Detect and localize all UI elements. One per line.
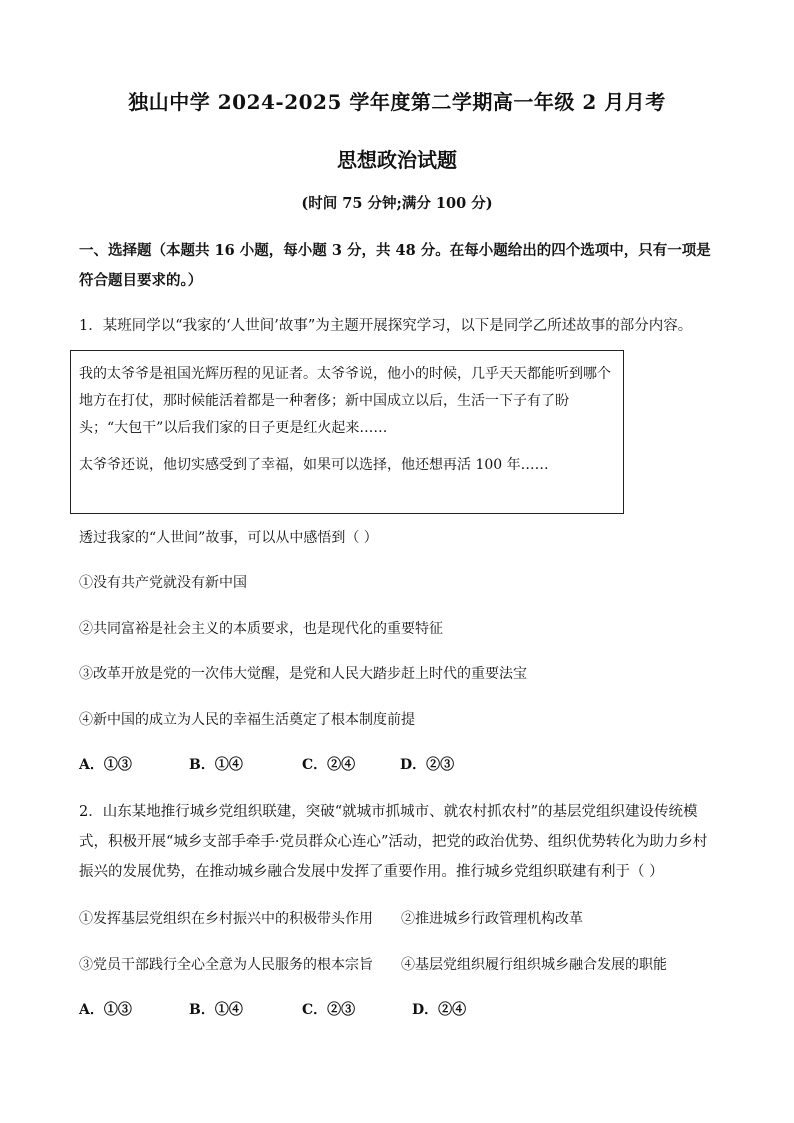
q2-item-1: ①发挥基层党组织在乡村振兴中的积极带头作用 (79, 911, 373, 927)
q1-question: 透过我家的“人世间”故事，可以从中感悟到（ ） (79, 530, 378, 546)
q2-stem: 2．山东某地推行城乡党组织联建，突破“就城市抓城市、就农村抓农村”的基层党组织建设传统模式，积极开展“城乡支部手牵手·党员群众心连心”活动，把党的政治优势、组织优势转化为助力乡村振兴的发展优势，在推动城乡融合发展中发挥了重要作用。推行城乡党组织联建有利于（ ） (79, 804, 708, 880)
q2-option-b: B．①④ (189, 1002, 243, 1018)
section-heading: 一、选择题（本题共 16 小题，每小题 3 分，共 48 分。在每小题给出的四个选项中，只有一项是符合题目要求的。） (79, 242, 711, 289)
q1-item-4: ④新中国的成立为人民的幸福生活奠定了根本制度前提 (79, 712, 415, 728)
q1-options (79, 754, 454, 774)
q1-stem: 1．某班同学以“我家的‘人世间’故事”为主题开展探究学习，以下是同学乙所述故事的部分内容。 (79, 318, 693, 334)
q1-material-paragraph-1: 我的太爷爷是祖国光辉历程的见证者。太爷爷说，他小的时候，几乎天天都能听到哪个地方在打仗，那时候能活着都是一种奢侈；新中国成立以后，生活一下子有了盼头；“大包干”以后我们家的日子更是红火起来…… (79, 366, 611, 436)
time-score-note: (时间 75 分钟;满分 100 分) (301, 195, 493, 212)
q2-option-d: D．②④ (412, 1002, 467, 1018)
q2-item-4: ④基层党组织履行组织城乡融合发展的职能 (401, 957, 667, 973)
q2-options (79, 999, 466, 1019)
q2-items-row-1 (79, 908, 583, 928)
q1-option-a: A．①③ (79, 757, 132, 773)
q1-item-1: ①没有共产党就没有新中国 (79, 575, 247, 591)
q1-option-c: C．②④ (302, 757, 356, 773)
q2-item-2: ②推进城乡行政管理机构改革 (401, 911, 583, 927)
q1-material-paragraph-2: 太爷爷还说，他切实感受到了幸福，如果可以选择，他还想再活 100 年…… (79, 457, 549, 473)
q1-option-b: B．①④ (189, 757, 243, 773)
q1-material-box (70, 350, 624, 514)
q1-item-2: ②共同富裕是社会主义的本质要求，也是现代化的重要特征 (79, 621, 443, 637)
q2-items-row-2 (79, 954, 667, 974)
subject-title: 思想政治试题 (337, 148, 457, 172)
q1-option-d: D．②③ (400, 757, 455, 773)
q1-item-3: ③改革开放是党的一次伟大觉醒，是党和人民大踏步赶上时代的重要法宝 (79, 666, 527, 682)
q2-option-a: A．①③ (79, 1002, 132, 1018)
q2-item-3: ③党员干部践行全心全意为人民服务的根本宗旨 (79, 957, 373, 973)
q2-option-c: C．②③ (302, 1002, 356, 1018)
exam-title: 独山中学 2024-2025 学年度第二学期高一年级 2 月月考 (128, 90, 666, 114)
